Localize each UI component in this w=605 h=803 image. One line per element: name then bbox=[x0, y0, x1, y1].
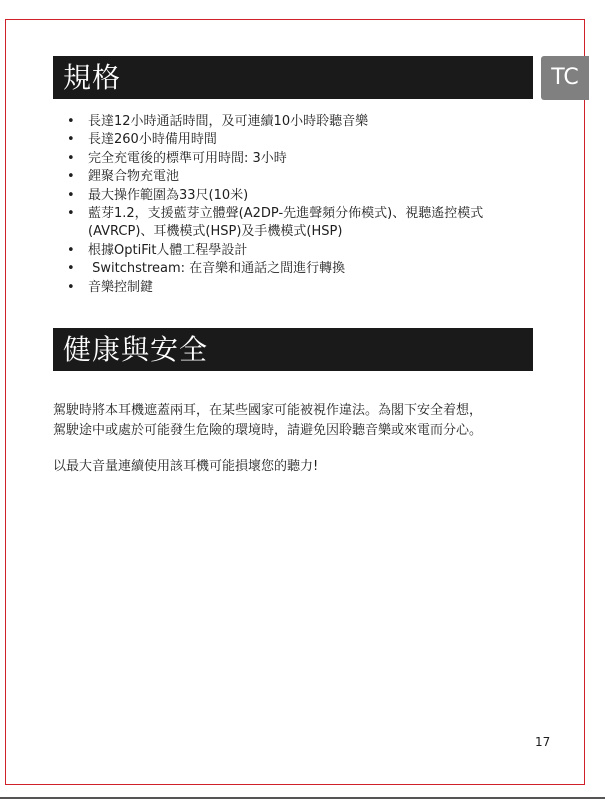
spec-item-text: Switchstream: 在音樂和通話之間進行轉換 bbox=[88, 261, 346, 277]
bullet-icon: • bbox=[67, 242, 75, 258]
bullet-icon: • bbox=[67, 114, 75, 129]
spec-item-text: 最大操作範圍為33尺(10米) bbox=[88, 187, 249, 203]
spec-item-text: 藍芽1.2，支援藍芽立體聲(A2DP-先進聲頻分佈模式)、視聽遙控模式 (AVRCP)、耳機模式(HSP)及手機模式(HSP) bbox=[88, 206, 484, 240]
bullet-icon: • bbox=[67, 150, 75, 166]
list-item bbox=[58, 168, 528, 186]
hearing-warning-paragraph: 以最大音量連續使用該耳機可能損壞您的聽力! bbox=[53, 459, 319, 474]
bullet-icon: • bbox=[67, 132, 75, 148]
safety-section-title: 健康與安全 bbox=[53, 328, 533, 371]
spec-item-text: 長達12小時通話時間，及可連續10小時聆聽音樂 bbox=[88, 114, 369, 129]
safety-paragraph: 駕駛時將本耳機遮蓋兩耳，在某些國家可能被視作違法。為閣下安全着想， 駕駛途中或處於可能發生危險的環境時，請避免因聆聽音樂或來電而分心。 bbox=[53, 403, 483, 438]
bullet-icon: • bbox=[67, 187, 75, 203]
list-item bbox=[58, 242, 528, 260]
list-item bbox=[58, 205, 528, 242]
bottom-divider bbox=[0, 797, 605, 799]
spec-list bbox=[58, 113, 528, 297]
bullet-icon: • bbox=[67, 279, 75, 295]
spec-item-text: 長達260小時備用時間 bbox=[88, 132, 217, 148]
list-item bbox=[58, 131, 528, 149]
spec-section-title: 規格 bbox=[53, 56, 533, 99]
list-item bbox=[58, 150, 528, 168]
list-item bbox=[58, 187, 528, 205]
language-tab: TC bbox=[541, 56, 589, 100]
bullet-icon: • bbox=[67, 261, 75, 277]
spec-item-text: 音樂控制鍵 bbox=[88, 279, 154, 295]
spec-item-text: 鋰聚合物充電池 bbox=[88, 169, 180, 185]
spec-item-text: 完全充電後的標準可用時間: 3小時 bbox=[88, 150, 287, 166]
page-number: 17 bbox=[535, 735, 551, 749]
list-item bbox=[58, 260, 528, 278]
list-item bbox=[58, 113, 528, 131]
list-item bbox=[58, 279, 528, 297]
bullet-icon: • bbox=[67, 169, 75, 185]
bullet-icon: • bbox=[67, 206, 75, 222]
spec-item-text: 根據OptiFit人體工程學設計 bbox=[88, 242, 248, 258]
